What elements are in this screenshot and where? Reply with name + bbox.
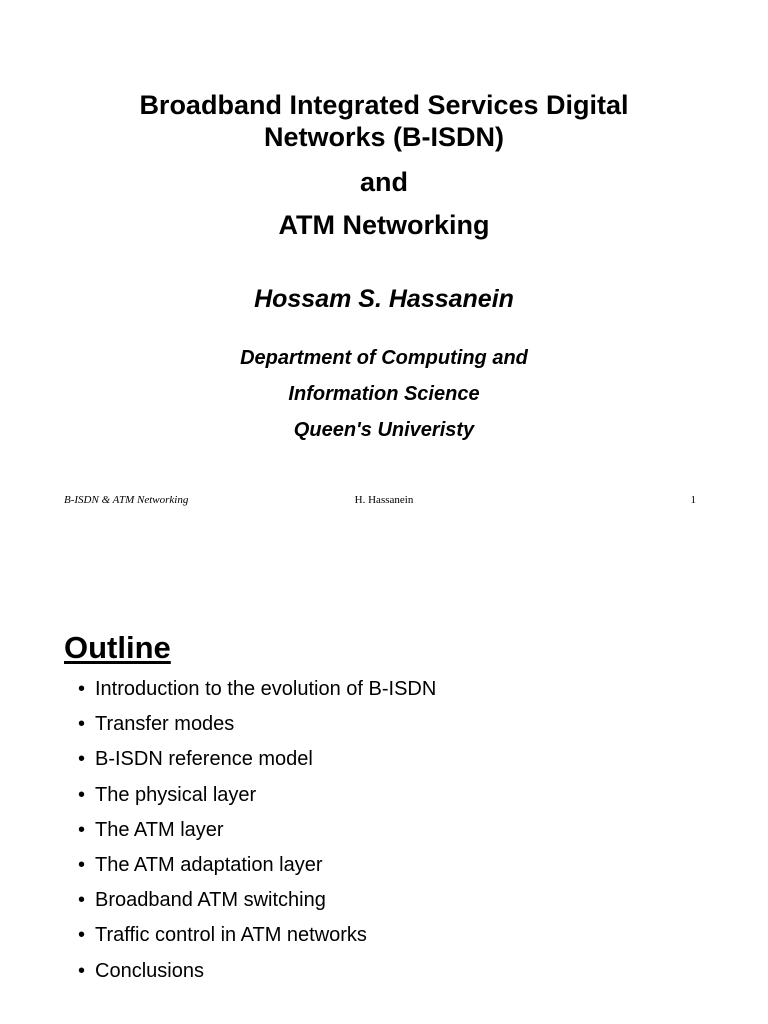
list-item-text: The ATM layer <box>95 818 224 841</box>
list-item-text: Transfer modes <box>95 713 235 736</box>
bullet-icon: • <box>78 853 86 876</box>
title-line-2: Networks (B-ISDN) <box>263 122 505 152</box>
list-item <box>78 887 436 922</box>
list-item <box>78 711 436 746</box>
list-item <box>78 676 436 711</box>
affiliation-line-3: Queen's Univeristy <box>293 419 475 441</box>
list-item-text: Broadband ATM switching <box>95 889 326 912</box>
bullet-icon: • <box>78 924 86 947</box>
bullet-icon: • <box>78 713 86 736</box>
footer-page-number: 1 <box>690 494 696 506</box>
list-item <box>78 922 436 957</box>
title-line-1: Broadband Integrated Services Digital <box>139 90 629 120</box>
outline-heading: Outline <box>64 630 171 665</box>
bullet-icon: • <box>78 818 86 841</box>
outline-slide <box>0 600 768 1024</box>
list-item-text: Traffic control in ATM networks <box>95 924 367 947</box>
affiliation-line-2: Information Science <box>288 383 480 405</box>
bullet-icon: • <box>78 678 86 700</box>
outline-list <box>78 676 436 993</box>
list-item-text: The ATM adaptation layer <box>95 853 323 876</box>
bullet-icon: • <box>78 783 86 806</box>
title-line-atm: ATM Networking <box>278 210 490 240</box>
list-item <box>78 852 436 887</box>
list-item-text: Introduction to the evolution of B-ISDN <box>95 678 437 700</box>
list-item <box>78 746 436 781</box>
author-name: Hossam S. Hassanein <box>254 285 514 313</box>
list-item <box>78 817 436 852</box>
list-item <box>78 958 436 993</box>
affiliation-line-1: Department of Computing and <box>240 347 528 369</box>
bullet-icon: • <box>78 889 86 912</box>
list-item-text: The physical layer <box>95 783 257 806</box>
footer-author: H. Hassanein <box>354 494 414 506</box>
title-line-and: and <box>359 167 408 197</box>
list-item-text: B-ISDN reference model <box>95 748 313 771</box>
footer-course-title: B-ISDN & ATM Networking <box>64 494 189 506</box>
list-item-text: Conclusions <box>95 959 204 982</box>
bullet-icon: • <box>78 959 86 982</box>
bullet-icon: • <box>78 748 86 771</box>
list-item <box>78 782 436 817</box>
